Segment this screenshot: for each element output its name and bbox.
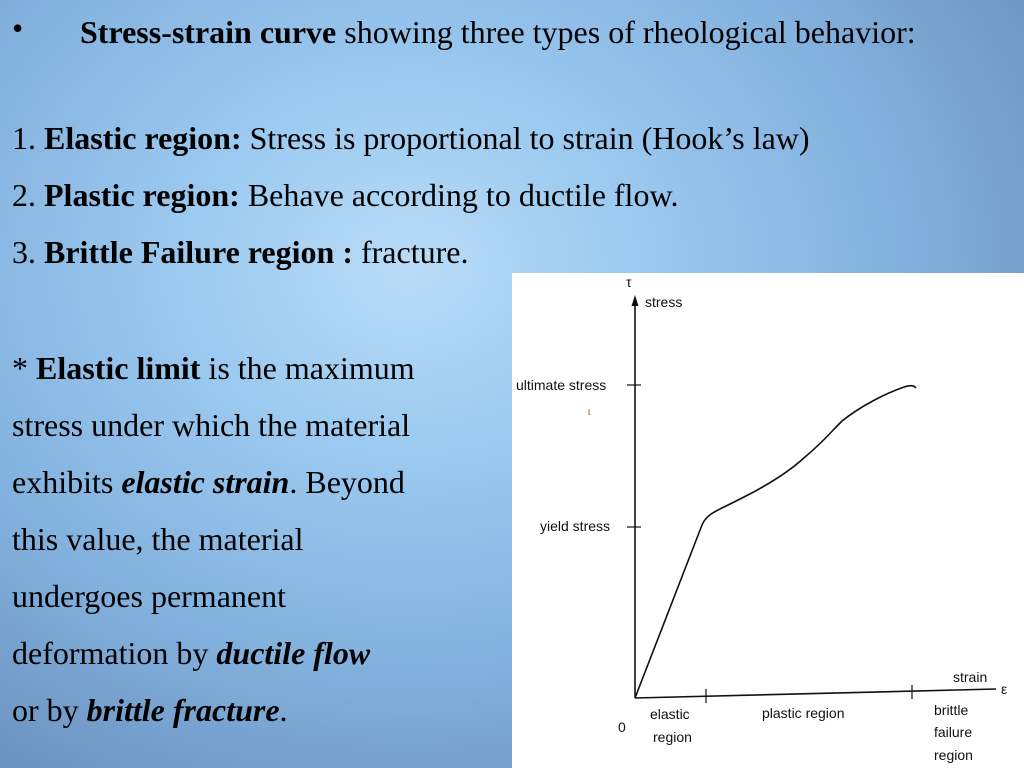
title-bold: Stress-strain curve: [80, 14, 337, 50]
region-plastic-label: plastic region: [762, 705, 845, 721]
line-text: exhibits: [12, 464, 122, 500]
item-desc: Behave according to ductile flow.: [239, 177, 679, 213]
ultimate-stress-label: ultimate stress: [516, 377, 607, 393]
region-brittle-line-3: region: [934, 747, 973, 763]
y-axis-arrow: [632, 295, 639, 306]
item-term: Brittle Failure region :: [44, 234, 353, 270]
x-axis-label: strain: [953, 669, 988, 685]
line-text: is the maximum: [200, 350, 415, 386]
term-elastic-limit: Elastic limit: [36, 350, 201, 386]
asterisk: *: [12, 350, 36, 386]
list-item-elastic: [12, 118, 810, 158]
paragraph-line-2: stress under which the material: [12, 407, 411, 443]
paragraph-line-3: [12, 462, 405, 502]
item-desc: Stress is proportional to strain (Hook’s law): [241, 120, 810, 156]
list-item-brittle: [12, 232, 468, 272]
paragraph-line-6: [12, 633, 370, 673]
origin-label: 0: [618, 719, 626, 735]
emphasis-brittle-fracture: brittle fracture: [86, 692, 280, 728]
region-elastic-line-1: elastic: [650, 706, 690, 722]
line-text: deformation by: [12, 635, 217, 671]
line-text: .: [279, 692, 288, 728]
paragraph-line-4: this value, the material: [12, 521, 304, 557]
item-number: 1.: [12, 120, 44, 156]
x-symbol: ε: [1001, 681, 1008, 697]
slide-title: [80, 10, 1000, 54]
paragraph-line-5: undergoes permanent: [12, 578, 286, 614]
stress-strain-figure: [512, 273, 1024, 768]
list-item-plastic: [12, 175, 678, 215]
y-axis-label: stress: [645, 294, 683, 310]
emphasis-ductile-flow: ductile flow: [216, 635, 371, 671]
stress-strain-svg: [512, 273, 1024, 768]
x-axis: [635, 689, 996, 698]
item-term: Plastic region:: [44, 177, 240, 213]
region-brittle-line-2: failure: [934, 724, 973, 740]
item-number: 2.: [12, 177, 44, 213]
bullet-marker: •: [12, 10, 24, 46]
stress-strain-curve: [635, 386, 916, 698]
emphasis-elastic-strain: elastic strain: [121, 464, 290, 500]
y-symbol: τ: [626, 274, 632, 290]
item-number: 3.: [12, 234, 44, 270]
line-text: . Beyond: [289, 464, 405, 500]
paragraph-line-1: [12, 348, 415, 388]
item-term: Elastic region:: [44, 120, 242, 156]
region-brittle-line-1: brittle: [934, 702, 969, 718]
title-rest: showing three types of rheological behavior:: [336, 14, 916, 50]
region-elastic-line-2: region: [653, 729, 692, 745]
yield-stress-label: yield stress: [540, 518, 611, 534]
line-text: or by: [12, 692, 87, 728]
stray-mark: ɩ: [588, 406, 591, 418]
item-desc: fracture.: [352, 234, 469, 270]
paragraph-line-7: [12, 690, 288, 730]
